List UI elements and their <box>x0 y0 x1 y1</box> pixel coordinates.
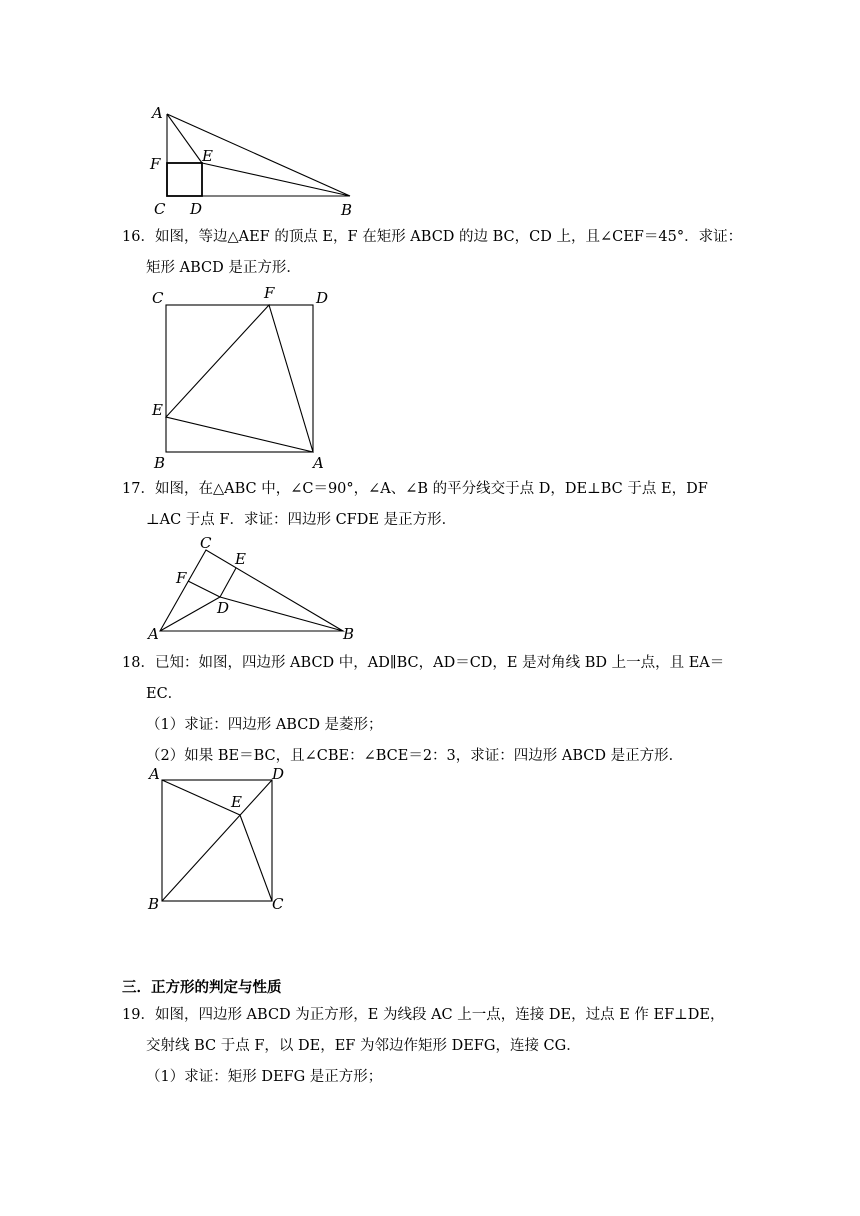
triangle-fea <box>166 305 313 452</box>
problem-18-line-2: EC． <box>146 686 183 702</box>
label-e: E <box>235 550 246 568</box>
segment-df <box>188 581 220 597</box>
label-b: B <box>154 454 166 472</box>
label-d: D <box>316 289 329 307</box>
problem-18-text <box>122 648 732 772</box>
section-3-title: 三．正方形的判定与性质 <box>122 979 282 996</box>
segment-ab <box>167 114 350 196</box>
figure-18 <box>145 765 295 915</box>
label-c: C <box>272 895 284 913</box>
label-c: C <box>152 289 164 307</box>
segment-de <box>220 568 236 597</box>
square-fcde <box>167 163 202 196</box>
label-a: A <box>313 454 324 472</box>
problem-17-line-2: ⊥AC 于点 F．求证：四边形 CFDE 是正方形． <box>146 512 457 528</box>
segment-ae <box>162 780 240 815</box>
segment-bd <box>162 780 272 901</box>
problem-16-line-2: 矩形 ABCD 是正方形． <box>146 260 301 276</box>
label-c: C <box>200 534 212 552</box>
segment-db <box>220 597 343 631</box>
label-d: D <box>217 599 230 617</box>
label-e: E <box>231 793 242 811</box>
label-a: A <box>152 104 163 122</box>
label-e: E <box>202 147 213 165</box>
label-f: F <box>176 569 187 587</box>
problem-18-line-1: 18．已知：如图，四边形 ABCD 中，AD∥BC，AD＝CD，E 是对角线 BD 上一点，且 EA＝ <box>122 655 725 671</box>
label-c: C <box>154 200 166 218</box>
segment-ec <box>240 815 272 901</box>
figure-17 <box>145 535 370 645</box>
triangle-acb <box>160 550 343 631</box>
label-d: D <box>272 765 285 783</box>
figure-15 <box>140 96 370 221</box>
segment-ad <box>160 597 220 631</box>
problem-19-line-2: 交射线 BC 于点 F，以 DE，EF 为邻边作矩形 DEFG，连接 CG． <box>146 1038 581 1054</box>
problem-17-line-1: 17．如图，在△ABC 中，∠C＝90°，∠A、∠B 的平分线交于点 D，DE⊥BC 于点 E，DF <box>122 481 708 497</box>
problem-17-text <box>122 474 732 536</box>
segment-eb <box>202 163 350 196</box>
problem-19-text <box>122 1000 732 1093</box>
problem-19-part-1: （1）求证：矩形 DEFG 是正方形； <box>146 1069 383 1085</box>
label-b: B <box>148 895 160 913</box>
label-b: B <box>341 201 353 219</box>
label-f: F <box>264 284 275 302</box>
label-b: B <box>343 625 355 643</box>
problem-16-line-1: 16．如图，等边△AEF 的顶点 E，F 在矩形 ABCD 的边 BC，CD 上，且∠CEF＝45°．求证： <box>122 229 743 245</box>
label-f: F <box>150 155 161 173</box>
label-a: A <box>148 625 159 643</box>
problem-19-line-1: 19．如图，四边形 ABCD 为正方形，E 为线段 AC 上一点，连接 DE，过点 E 作 EF⊥DE， <box>122 1007 725 1023</box>
label-e: E <box>152 401 163 419</box>
problem-16-text <box>122 222 743 284</box>
problem-18-part-2: （2）如果 BE＝BC，且∠CBE：∠BCE＝2：3，求证：四边形 ABCD 是正方形． <box>146 748 684 764</box>
figure-16 <box>148 285 348 475</box>
label-d: D <box>190 200 203 218</box>
problem-18-part-1: （1）求证：四边形 ABCD 是菱形； <box>146 717 383 733</box>
label-a: A <box>149 765 160 783</box>
